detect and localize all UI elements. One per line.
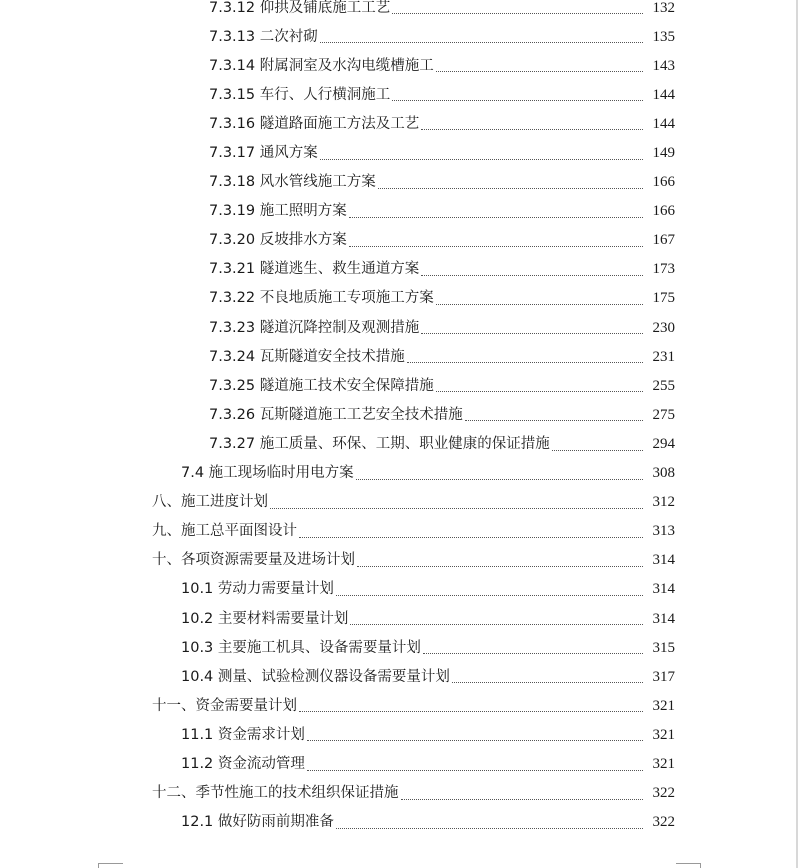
toc-entry-page: 230	[652, 319, 675, 336]
toc-entry-label: 7.3.22 不良地质施工专项施工方案	[209, 290, 434, 307]
toc-entry-page: 314	[652, 610, 675, 627]
toc-leader-dots	[421, 128, 643, 130]
toc-entry-page: 231	[652, 348, 675, 365]
toc-entry-label: 7.3.23 隧道沉降控制及观测措施	[209, 319, 420, 336]
page-corner-mark-right	[676, 863, 701, 868]
toc-entry[interactable]	[0, 109, 798, 138]
toc-leader-dots	[407, 361, 643, 363]
toc-entry-label: 10.3 主要施工机具、设备需要量计划	[181, 639, 421, 656]
toc-entry[interactable]	[0, 342, 798, 371]
toc-leader-dots	[270, 507, 643, 509]
toc-entry[interactable]	[0, 517, 798, 546]
toc-entry-label: 7.3.26 瓦斯隧道施工工艺安全技术措施	[209, 406, 463, 423]
toc-entry-page: 132	[652, 0, 675, 16]
toc-leader-dots	[452, 681, 643, 683]
toc-entry-page: 175	[652, 290, 675, 307]
toc-entry[interactable]	[0, 662, 798, 691]
toc-entry-label: 11.2 资金流动管理	[181, 755, 305, 772]
toc-entry-label: 十、各项资源需要量及进场计划	[152, 552, 355, 569]
toc-leader-dots	[421, 274, 643, 276]
toc-entry-page: 321	[652, 755, 675, 772]
toc-entry[interactable]	[0, 459, 798, 488]
toc-leader-dots	[401, 798, 644, 800]
toc-entry-label: 12.1 做好防雨前期准备	[181, 814, 334, 831]
toc-entry[interactable]	[0, 779, 798, 808]
toc-entry-page: 322	[652, 785, 675, 802]
toc-entry[interactable]	[0, 51, 798, 80]
toc-entry-label: 十一、资金需要量计划	[152, 697, 297, 714]
toc-entry[interactable]	[0, 0, 798, 22]
toc-leader-dots	[320, 158, 643, 160]
toc-leader-dots	[436, 303, 643, 305]
toc-entry[interactable]	[0, 400, 798, 429]
toc-entry-label: 九、施工总平面图设计	[152, 523, 297, 540]
toc-leader-dots	[465, 419, 643, 421]
toc-entry-label: 7.3.14 附属洞室及水沟电缆槽施工	[209, 57, 434, 74]
page-corner-mark-left	[98, 863, 123, 868]
toc-entry[interactable]	[0, 138, 798, 167]
toc-entry[interactable]	[0, 226, 798, 255]
toc-entry-page: 167	[652, 232, 675, 249]
toc-leader-dots	[421, 332, 643, 334]
toc-entry[interactable]	[0, 168, 798, 197]
toc-entry[interactable]	[0, 720, 798, 749]
toc-leader-dots	[436, 70, 643, 72]
toc-entry-label: 7.3.24 瓦斯隧道安全技术措施	[209, 348, 405, 365]
toc-leader-dots	[299, 710, 643, 712]
toc-entry-page: 166	[652, 174, 675, 191]
toc-entry-label: 11.1 资金需求计划	[181, 726, 305, 743]
toc-entry[interactable]	[0, 22, 798, 51]
toc-entry-label: 7.4 施工现场临时用电方案	[181, 465, 354, 482]
toc-entry-label: 7.3.19 施工照明方案	[209, 203, 347, 220]
toc-entry-page: 149	[652, 145, 675, 162]
toc-entry-page: 275	[652, 406, 675, 423]
toc-entry-page: 314	[652, 581, 675, 598]
toc-entry-label: 7.3.20 反坡排水方案	[209, 232, 347, 249]
toc-entry[interactable]	[0, 284, 798, 313]
toc-entry[interactable]	[0, 546, 798, 575]
toc-leader-dots	[349, 216, 643, 218]
toc-entry-page: 313	[652, 523, 675, 540]
toc-leader-dots	[336, 827, 643, 829]
toc-entry-label: 7.3.16 隧道路面施工方法及工艺	[209, 115, 420, 132]
toc-entry-label: 十二、季节性施工的技术组织保证措施	[152, 785, 399, 802]
toc-leader-dots	[392, 99, 643, 101]
toc-entry-label: 10.2 主要材料需要量计划	[181, 610, 349, 627]
toc-leader-dots	[378, 187, 643, 189]
toc-leader-dots	[392, 12, 643, 14]
toc-entry[interactable]	[0, 429, 798, 458]
toc-entry-page: 143	[652, 57, 675, 74]
toc-entry[interactable]	[0, 604, 798, 633]
toc-leader-dots	[336, 594, 643, 596]
toc-leader-dots	[423, 652, 643, 654]
toc-entry-page: 294	[652, 435, 675, 452]
toc-entry[interactable]	[0, 808, 798, 837]
toc-leader-dots	[552, 449, 643, 451]
toc-entry[interactable]	[0, 691, 798, 720]
toc-entry-page: 314	[652, 552, 675, 569]
toc-leader-dots	[307, 769, 643, 771]
toc-entry[interactable]	[0, 255, 798, 284]
toc-entry[interactable]	[0, 488, 798, 517]
toc-leader-dots	[349, 245, 643, 247]
toc-entry[interactable]	[0, 197, 798, 226]
toc-entry-label: 7.3.25 隧道施工技术安全保障措施	[209, 377, 434, 394]
toc-entry[interactable]	[0, 749, 798, 778]
toc-entry-page: 321	[652, 697, 675, 714]
toc-entry-page: 144	[652, 86, 675, 103]
toc-entry-page: 308	[652, 465, 675, 482]
toc-entry-label: 7.3.21 隧道逃生、救生通道方案	[209, 261, 420, 278]
toc-entry-page: 173	[652, 261, 675, 278]
toc-entry-label: 7.3.27 施工质量、环保、工期、职业健康的保证措施	[209, 435, 550, 452]
toc-leader-dots	[350, 623, 643, 625]
toc-entry-page: 166	[652, 203, 675, 220]
toc-entry-page: 322	[652, 814, 675, 831]
toc-leader-dots	[320, 41, 643, 43]
toc-entry-label: 7.3.12 仰拱及铺底施工工艺	[209, 0, 391, 16]
toc-leader-dots	[357, 565, 643, 567]
toc-entry[interactable]	[0, 80, 798, 109]
toc-entry-page: 315	[652, 639, 675, 656]
toc-entry[interactable]	[0, 633, 798, 662]
toc-entry-label: 7.3.18 风水管线施工方案	[209, 174, 376, 191]
toc-entry-page: 144	[652, 115, 675, 132]
toc-entry[interactable]	[0, 371, 798, 400]
toc-entry-page: 317	[652, 668, 675, 685]
toc-leader-dots	[307, 739, 643, 741]
toc-entry-page: 255	[652, 377, 675, 394]
toc-entry[interactable]	[0, 575, 798, 604]
toc-entry-label: 7.3.17 通风方案	[209, 145, 318, 162]
toc-entry-label: 八、施工进度计划	[152, 494, 268, 511]
toc-entry-label: 7.3.13 二次衬砌	[209, 28, 318, 45]
toc-entry[interactable]	[0, 313, 798, 342]
toc-leader-dots	[299, 536, 643, 538]
toc-leader-dots	[436, 390, 643, 392]
toc-entry-label: 10.1 劳动力需要量计划	[181, 581, 334, 598]
toc-entry-page: 321	[652, 726, 675, 743]
toc-entry-label: 10.4 测量、试验检测仪器设备需要量计划	[181, 668, 450, 685]
toc-leader-dots	[356, 478, 643, 480]
toc-entry-label: 7.3.15 车行、人行横洞施工	[209, 86, 391, 103]
toc-entry-page: 135	[652, 28, 675, 45]
toc-entry-page: 312	[652, 494, 675, 511]
